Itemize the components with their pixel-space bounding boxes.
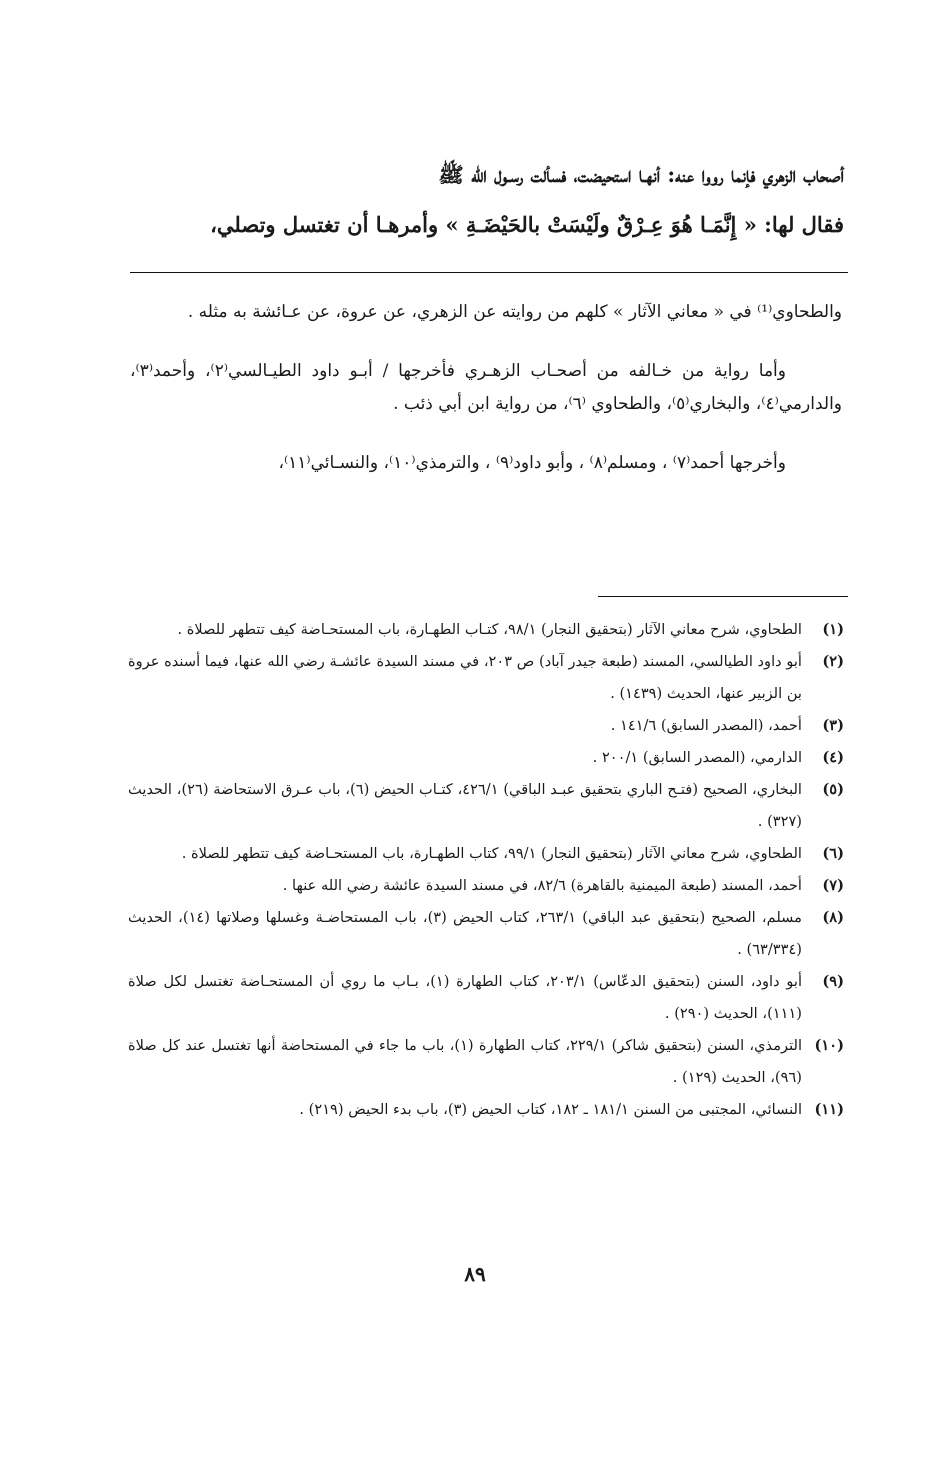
footnote-text: الطحاوي، شرح معاني الآثار (بتحقيق النجار) ٩٨/١، كتـاب الطهـارة، باب المستحـاضة كيف تتطهر للصلاة . bbox=[177, 621, 802, 638]
footnote-text: النسائي، المجتبى من السنن ١٨١/١ ـ ١٨٢، كتاب الحيض (٣)، باب بدء الحيض (٢١٩) . bbox=[299, 1101, 802, 1118]
body-paragraph-3: وأخرجها أحمد⁽٧⁾ ، ومسلم⁽٨⁾ ، وأبو داود⁽٩⁾ ، والترمذي⁽١٠⁾، والنسـائي⁽١١⁾، bbox=[278, 453, 786, 473]
footnote-number: (١١) bbox=[814, 1101, 844, 1118]
body-paragraph-2: وأما رواية من خـالفه من أصحـاب الزهـري فأخرجها / أبـو داود الطيـالسي⁽٢⁾، وأحمد⁽٣⁾، والدارمي⁽٤⁾، والبخاري⁽٥⁾، والطحاوي ⁽٦⁾، من رواية ابن أبي ذئب . bbox=[130, 361, 842, 414]
footnote-item bbox=[128, 774, 844, 838]
section-divider bbox=[130, 272, 848, 273]
footnote-number: (١٠) bbox=[814, 1037, 844, 1054]
quoted-hadith-block bbox=[128, 150, 844, 250]
footnote-text: الترمذي، السنن (بتحقيق شاكر) ٢٢٩/١، كتاب الطهارة (١)، باب ما جاء في المستحاضة أنها تغتسل عند كل صلاة (٩٦)، الحديث (١٢٩) . bbox=[128, 1037, 802, 1086]
footnote-separator bbox=[598, 596, 848, 597]
body-text bbox=[130, 296, 842, 506]
footnote-text: أحمد، (المصدر السابق) ١٤١/٦ . bbox=[610, 717, 802, 734]
footnote-text: الدارمي، (المصدر السابق) ٢٠٠/١ . bbox=[592, 749, 802, 766]
footnote-item bbox=[128, 1094, 844, 1126]
footnote-number: (٩) bbox=[822, 973, 844, 990]
footnote-item bbox=[128, 902, 844, 966]
footnote-number: (٣) bbox=[822, 717, 844, 734]
body-paragraph-1: والطحاوي⁽¹⁾ في « معاني الآثار » كلهم من روايته عن الزهري، عن عروة، عن عـائشة به مثله . bbox=[187, 302, 842, 322]
footnote-item bbox=[128, 710, 844, 742]
footnote-number: (٤) bbox=[822, 749, 844, 766]
footnote-item bbox=[128, 838, 844, 870]
footnote-item bbox=[128, 966, 844, 1030]
footnote-number: (٥) bbox=[822, 781, 844, 798]
footnotes-list bbox=[128, 614, 844, 1126]
footnote-text: أحمد، المسند (طبعة الميمنية بالقاهرة) ٨٢/٦، في مسند السيدة عائشة رضي الله عنها . bbox=[282, 877, 802, 894]
footnote-item bbox=[128, 742, 844, 774]
footnote-text: أبو داود الطيالسي، المسند (طبعة جيدر آباد) ص ٢٠٣، في مسند السيدة عائشـة رضي الله عنها، فيما أسنده عروة بن الزبير عنها، الحديث (١٤٣٩) . bbox=[128, 653, 802, 702]
footnote-text: الطحاوي، شرح معاني الآثار (بتحقيق النجار) ٩٩/١، كتاب الطهـارة، باب المستحـاضة كيف تتطهر للصلاة . bbox=[181, 845, 802, 862]
footnote-text: مسلم، الصحيح (بتحقيق عبد الباقي) ٢٦٣/١، كتاب الحيض (٣)، باب المستحاضـة وغسلها وصلاتها (١٤)، الحديث (٦٣/٣٣٤) . bbox=[128, 909, 802, 958]
footnote-number: (٦) bbox=[822, 845, 844, 862]
footnote-number: (٢) bbox=[822, 653, 844, 670]
footnote-item bbox=[128, 870, 844, 902]
main-text-line-2: فقال لها: « إِنَّمَـا هُوَ عِـرْقٌ ولَيْسَتْ بالحَيْضَـةِ » وأمرهـا أن تغتسل وتصلي، bbox=[210, 212, 844, 237]
main-text-line-1: أصحاب الزهري فإنما رووا عنه: أنهـا استحيضت، فسألت رسـول الله ﷺ bbox=[438, 162, 844, 187]
footnote-item bbox=[128, 614, 844, 646]
footnote-text: البخاري، الصحيح (فتـح الباري بتحقيق عبـد الباقي) ٤٢٦/١، كتـاب الحيض (٦)، باب عـرق الاستحاضة (٢٦)، الحديث (٣٢٧) . bbox=[128, 781, 802, 830]
footnote-number: (٨) bbox=[822, 909, 844, 926]
footnote-item bbox=[128, 646, 844, 710]
footnote-number: (٧) bbox=[822, 877, 844, 894]
footnote-text: أبو داود، السنن (بتحقيق الدعّاس) ٢٠٣/١، كتاب الطهارة (١)، بـاب ما روي أن المستحـاضة تغتسل لكل صلاة (١١١)، الحديث (٢٩٠) . bbox=[128, 973, 802, 1022]
footnote-item bbox=[128, 1030, 844, 1094]
page-number: ٨٩ bbox=[464, 1262, 486, 1286]
footnote-number: (١) bbox=[822, 621, 844, 638]
